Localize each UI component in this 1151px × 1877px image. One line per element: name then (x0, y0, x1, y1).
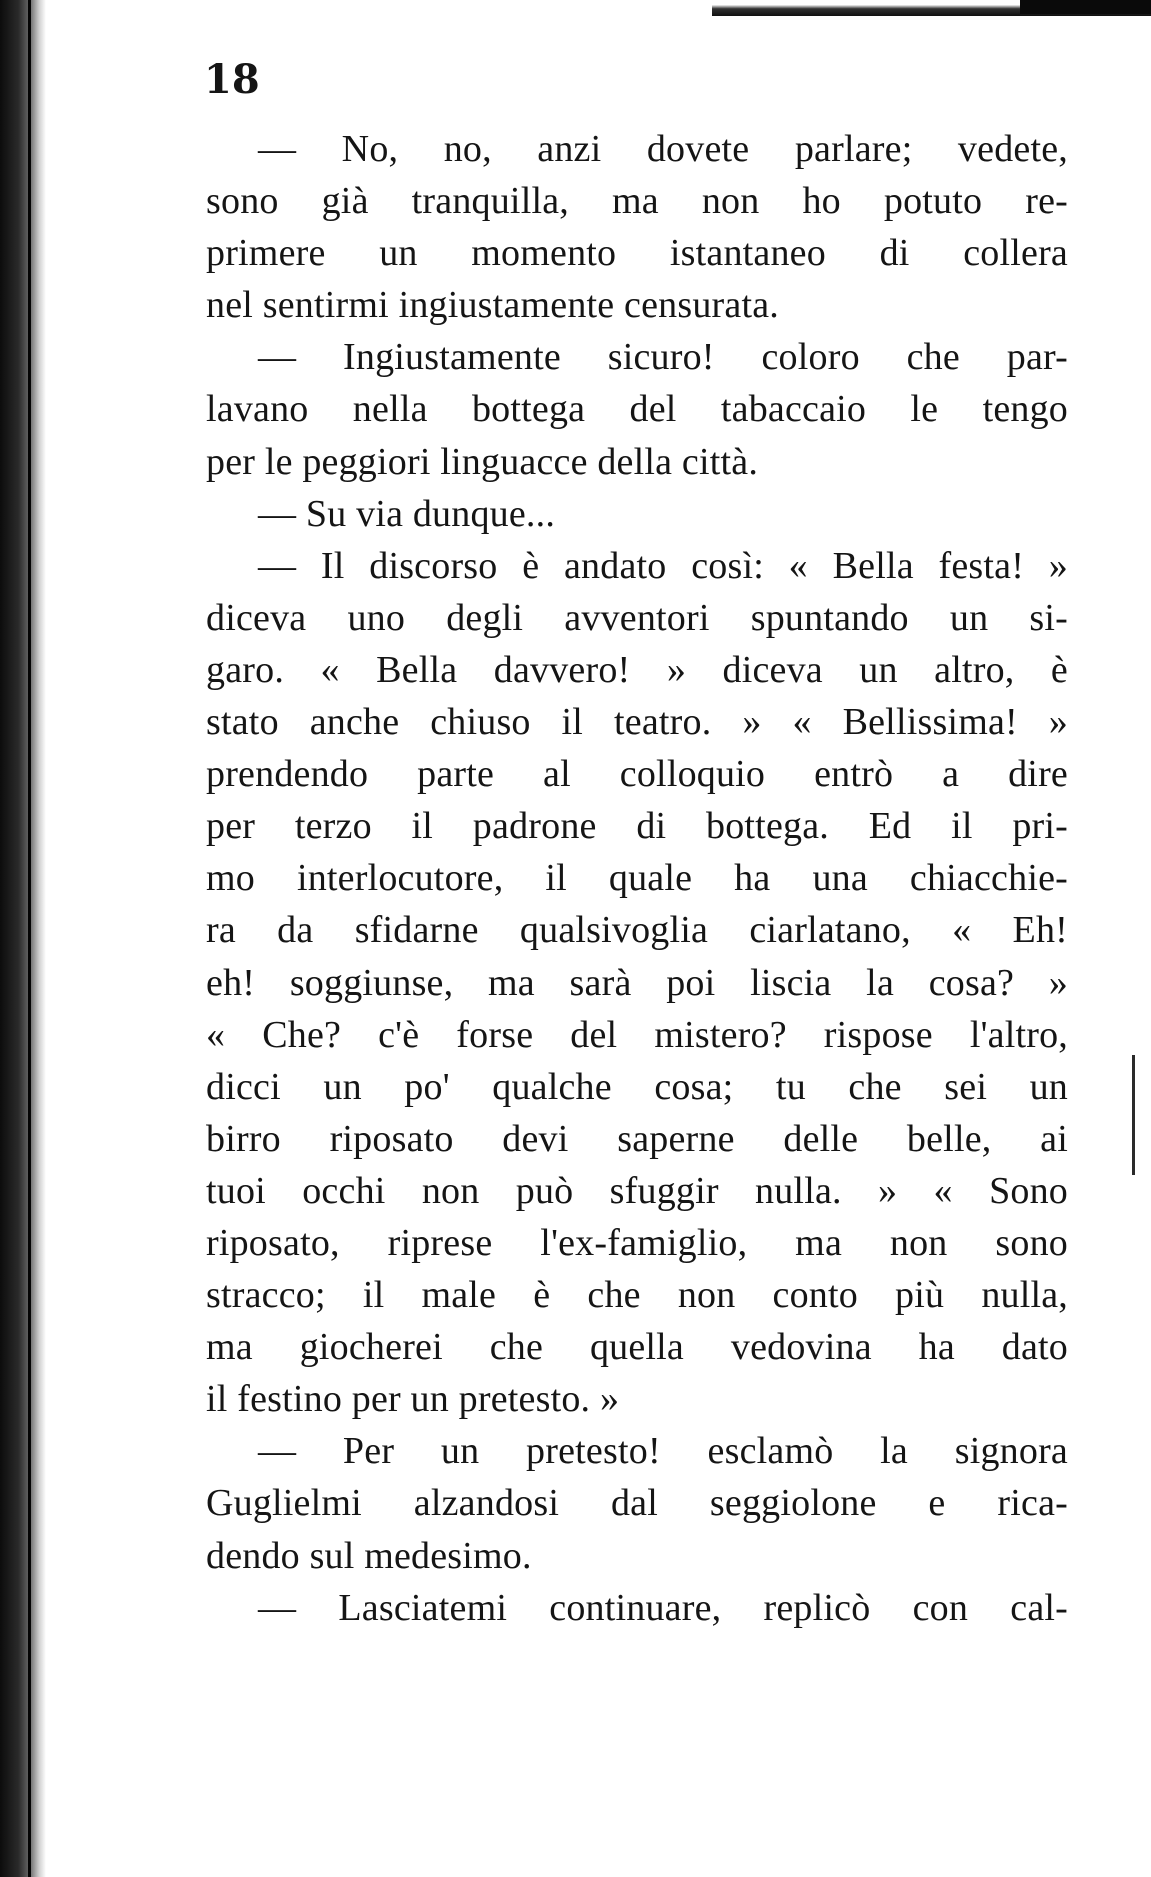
text-line: il festino per un pretesto. » (206, 1378, 620, 1421)
text-line: Guglielmi alzandosi dal seggiolone e rica- (206, 1482, 1068, 1525)
page-number: 18 (204, 56, 260, 103)
text-line: garo. « Bella davvero! » diceva un altro, è (206, 648, 1068, 691)
text-line: stato anche chiuso il teatro. » « Bellissima! » (206, 701, 1068, 744)
text-line: eh! soggiunse, ma sarà poi liscia la cosa? » (206, 961, 1068, 1004)
text-line: « Che? c'è forse del mistero? rispose l'altro, (206, 1013, 1068, 1056)
text-line: per le peggiori linguacce della città. (206, 440, 759, 483)
text-line: — Su via dunque... (258, 492, 556, 535)
text-line: — No, no, anzi dovete parlare; vedete, (258, 128, 1068, 170)
text-line: birro riposato devi saperne delle belle, ai (206, 1117, 1068, 1160)
text-line: sono già tranquilla, ma non ho potuto re- (206, 180, 1068, 223)
book-binding-edge (0, 0, 46, 1877)
text-line: lavano nella bottega del tabaccaio le tengo (206, 388, 1068, 431)
text-line: stracco; il male è che non conto più nulla, (206, 1274, 1068, 1317)
text-line: diceva uno degli avventori spuntando un si- (206, 596, 1068, 639)
right-margin-mark (1132, 1055, 1135, 1175)
text-line: ma giocherei che quella vedovina ha dato (206, 1326, 1068, 1369)
text-line: — Ingiustamente sicuro! coloro che par- (258, 336, 1068, 379)
text-line: tuoi occhi non può sfuggir nulla. » « Sono (206, 1169, 1068, 1212)
text-line: riposato, riprese l'ex-famiglio, ma non sono (206, 1221, 1068, 1264)
text-line: — Lasciatemi continuare, replicò con cal- (258, 1586, 1068, 1629)
text-line: dendo sul medesimo. (206, 1534, 532, 1577)
text-line: ra da sfidarne qualsivoglia ciarlatano, « Eh! (206, 909, 1068, 952)
text-line: per terzo il padrone di bottega. Ed il pri- (206, 805, 1068, 848)
text-line: mo interlocutore, il quale ha una chiacchie- (206, 857, 1068, 900)
page-body-text (206, 123, 1068, 1634)
text-line: — Il discorso è andato così: « Bella festa! » (258, 544, 1068, 587)
text-line: nel sentirmi ingiustamente censurata. (206, 284, 780, 327)
top-edge-mark (1020, 0, 1151, 14)
binding-line (28, 0, 31, 1877)
text-line: dicci un po' qualche cosa; tu che sei un (206, 1065, 1068, 1108)
text-line: — Per un pretesto! esclamò la signora (258, 1430, 1068, 1473)
text-line: primere un momento istantaneo di collera (206, 232, 1068, 275)
text-line: prendendo parte al colloquio entrò a dire (206, 753, 1068, 796)
